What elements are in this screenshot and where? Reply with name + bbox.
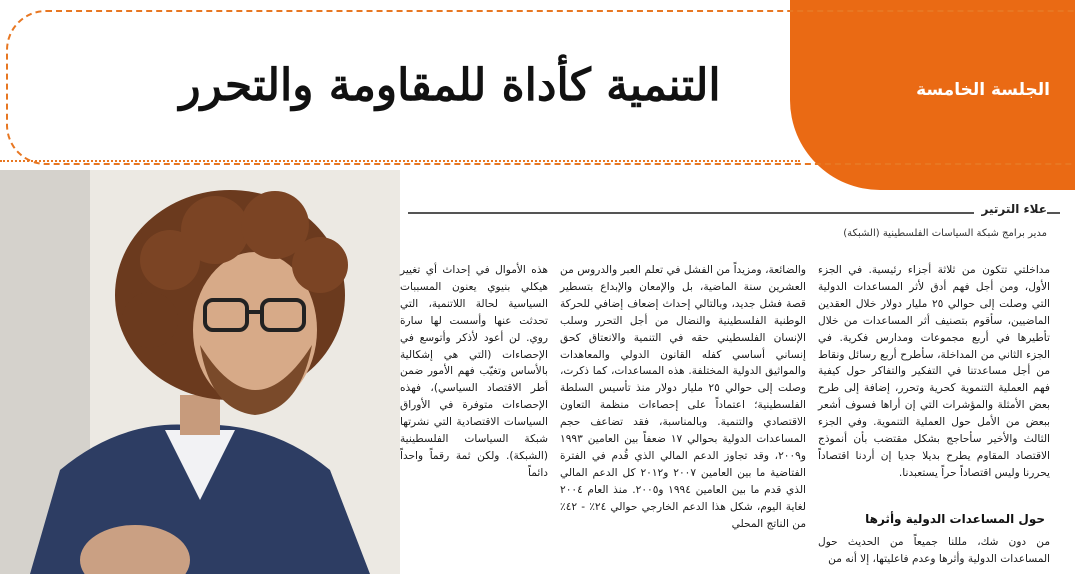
article-column-3 — [400, 262, 548, 482]
author-name: علاء الترتير — [974, 202, 1047, 216]
page-title: التنمية كأداة للمقاومة والتحرر — [179, 60, 721, 111]
divider — [0, 160, 800, 162]
article-column-1 — [818, 262, 1050, 482]
speaker-illustration — [0, 170, 400, 574]
article-column-2 — [560, 262, 806, 533]
article-column-1-continued — [818, 534, 1050, 568]
speaker-photo — [0, 170, 400, 574]
author-role: مدير برامج شبكة السياسات الفلسطينية (الشبكة) — [843, 228, 1047, 239]
section-heading: حول المساعدات الدولية وأثرها — [865, 512, 1045, 526]
paragraph: والضائعة، ومزيداً من الفشل في تعلم العبر والدروس من العشرين سنة الماضية، بل والإمعان والإبداع بتسطير قصة فشل جديد، وبالتالي إحداث إضعاف إضافي للحركة الوطنية الفلسطينية والنضال من أجل التحرر وسلب الإنسان الفلسطيني حقه في التنمية والانعتاق كحق إنساني أساسي كفله القانون الدولي والمعاهدات والمواثيق الدولية المختلفة. هذه المساعدات، كما ذكرت، وصلت إلى حوالي ٢٥ مليار دولار منذ تأسيس السلطة الفلسطينية؛ اعتماداً على إحصاءات منظمة التعاون الاقتصادي والتنمية. وبالمناسبة، فقد تضاعف حجم المساعدات الدولية بحوالي ١٧ ضعفاً بين العامين ١٩٩٣ و٢٠٠٩، وقد تجاوز الدعم المالي الذي قُدم في الفترة الفتاضية ما بين العامين ٢٠٠٧ و٢٠١٢ كل الدعم المالي الذي قدم ما بين العامين ١٩٩٤ و٢٠٠٥. منذ العام ٢٠٠٤ لغاية اليوم، شكل هذا الدعم الخارجي حوالي ٢٤٪ - ٤٢٪ من الناتج المحلي — [560, 264, 807, 530]
paragraph: من دون شك، مللنا جميعاً من الحديث حول المساعدات الدولية وأثرها وعدم فاعليتها، إلا أنه من — [818, 536, 1050, 565]
session-label: الجلسة الخامسة — [916, 80, 1050, 100]
paragraph: هذه الأموال في إحداث أي تغيير هيكلي بنيوي يعنون المسببات السياسية لحالة اللاتنمية، التي تحدثت عنها وأسست لها سارة روي. لن أعود لأذكر وأتوسع في الإحصاءات (التي هي إشكالية بالأساس وتغيّب فهم الأمور ضمن أطر الاقتصاد السياسي)، فهذه الإحصاءات متوفرة في الأوراق السياسات الاقتصادية التي نشرتها شبكة السياسات الفلسطينية (الشبكة). ولكن ثمة رقماً واحداً دائماً — [400, 264, 548, 479]
paragraph: مداخلتي تتكون من ثلاثة أجزاء رئيسية. في الجزء الأول، ومن أجل فهم أدق لأثر المساعدات الدولية التي وصلت إلى حوالي ٢٥ مليار دولار خلال العقدين الماضيين، سأقوم بتصنيف أثر المساعدات من خلال تأطيرها في أربع مجموعات ومدارس فكرية. في الجزء الثاني من المداخلة، سأطرح أربع رسائل ونقاط من أجل مساعدتنا في التفكير والتفاكر حول كيفية فهم العملية التنموية كحرية وتحرر، إضافة إلى طرح بعض الأمثلة والمؤشرات التي إن أراها فسوف أشعر ببعض من الأمل حول العملية التنموية. وفي الجزء الثالث والأخير سأحاجج بشكل مقتضب بأن أنموذج الاقتصاد المقاوم يطرح بديلا جديا إن أردنا اقتصاداً يحررنا وليس اقتصاداً حراً يستعبدنا. — [818, 264, 1051, 479]
author-rule — [408, 212, 1060, 214]
